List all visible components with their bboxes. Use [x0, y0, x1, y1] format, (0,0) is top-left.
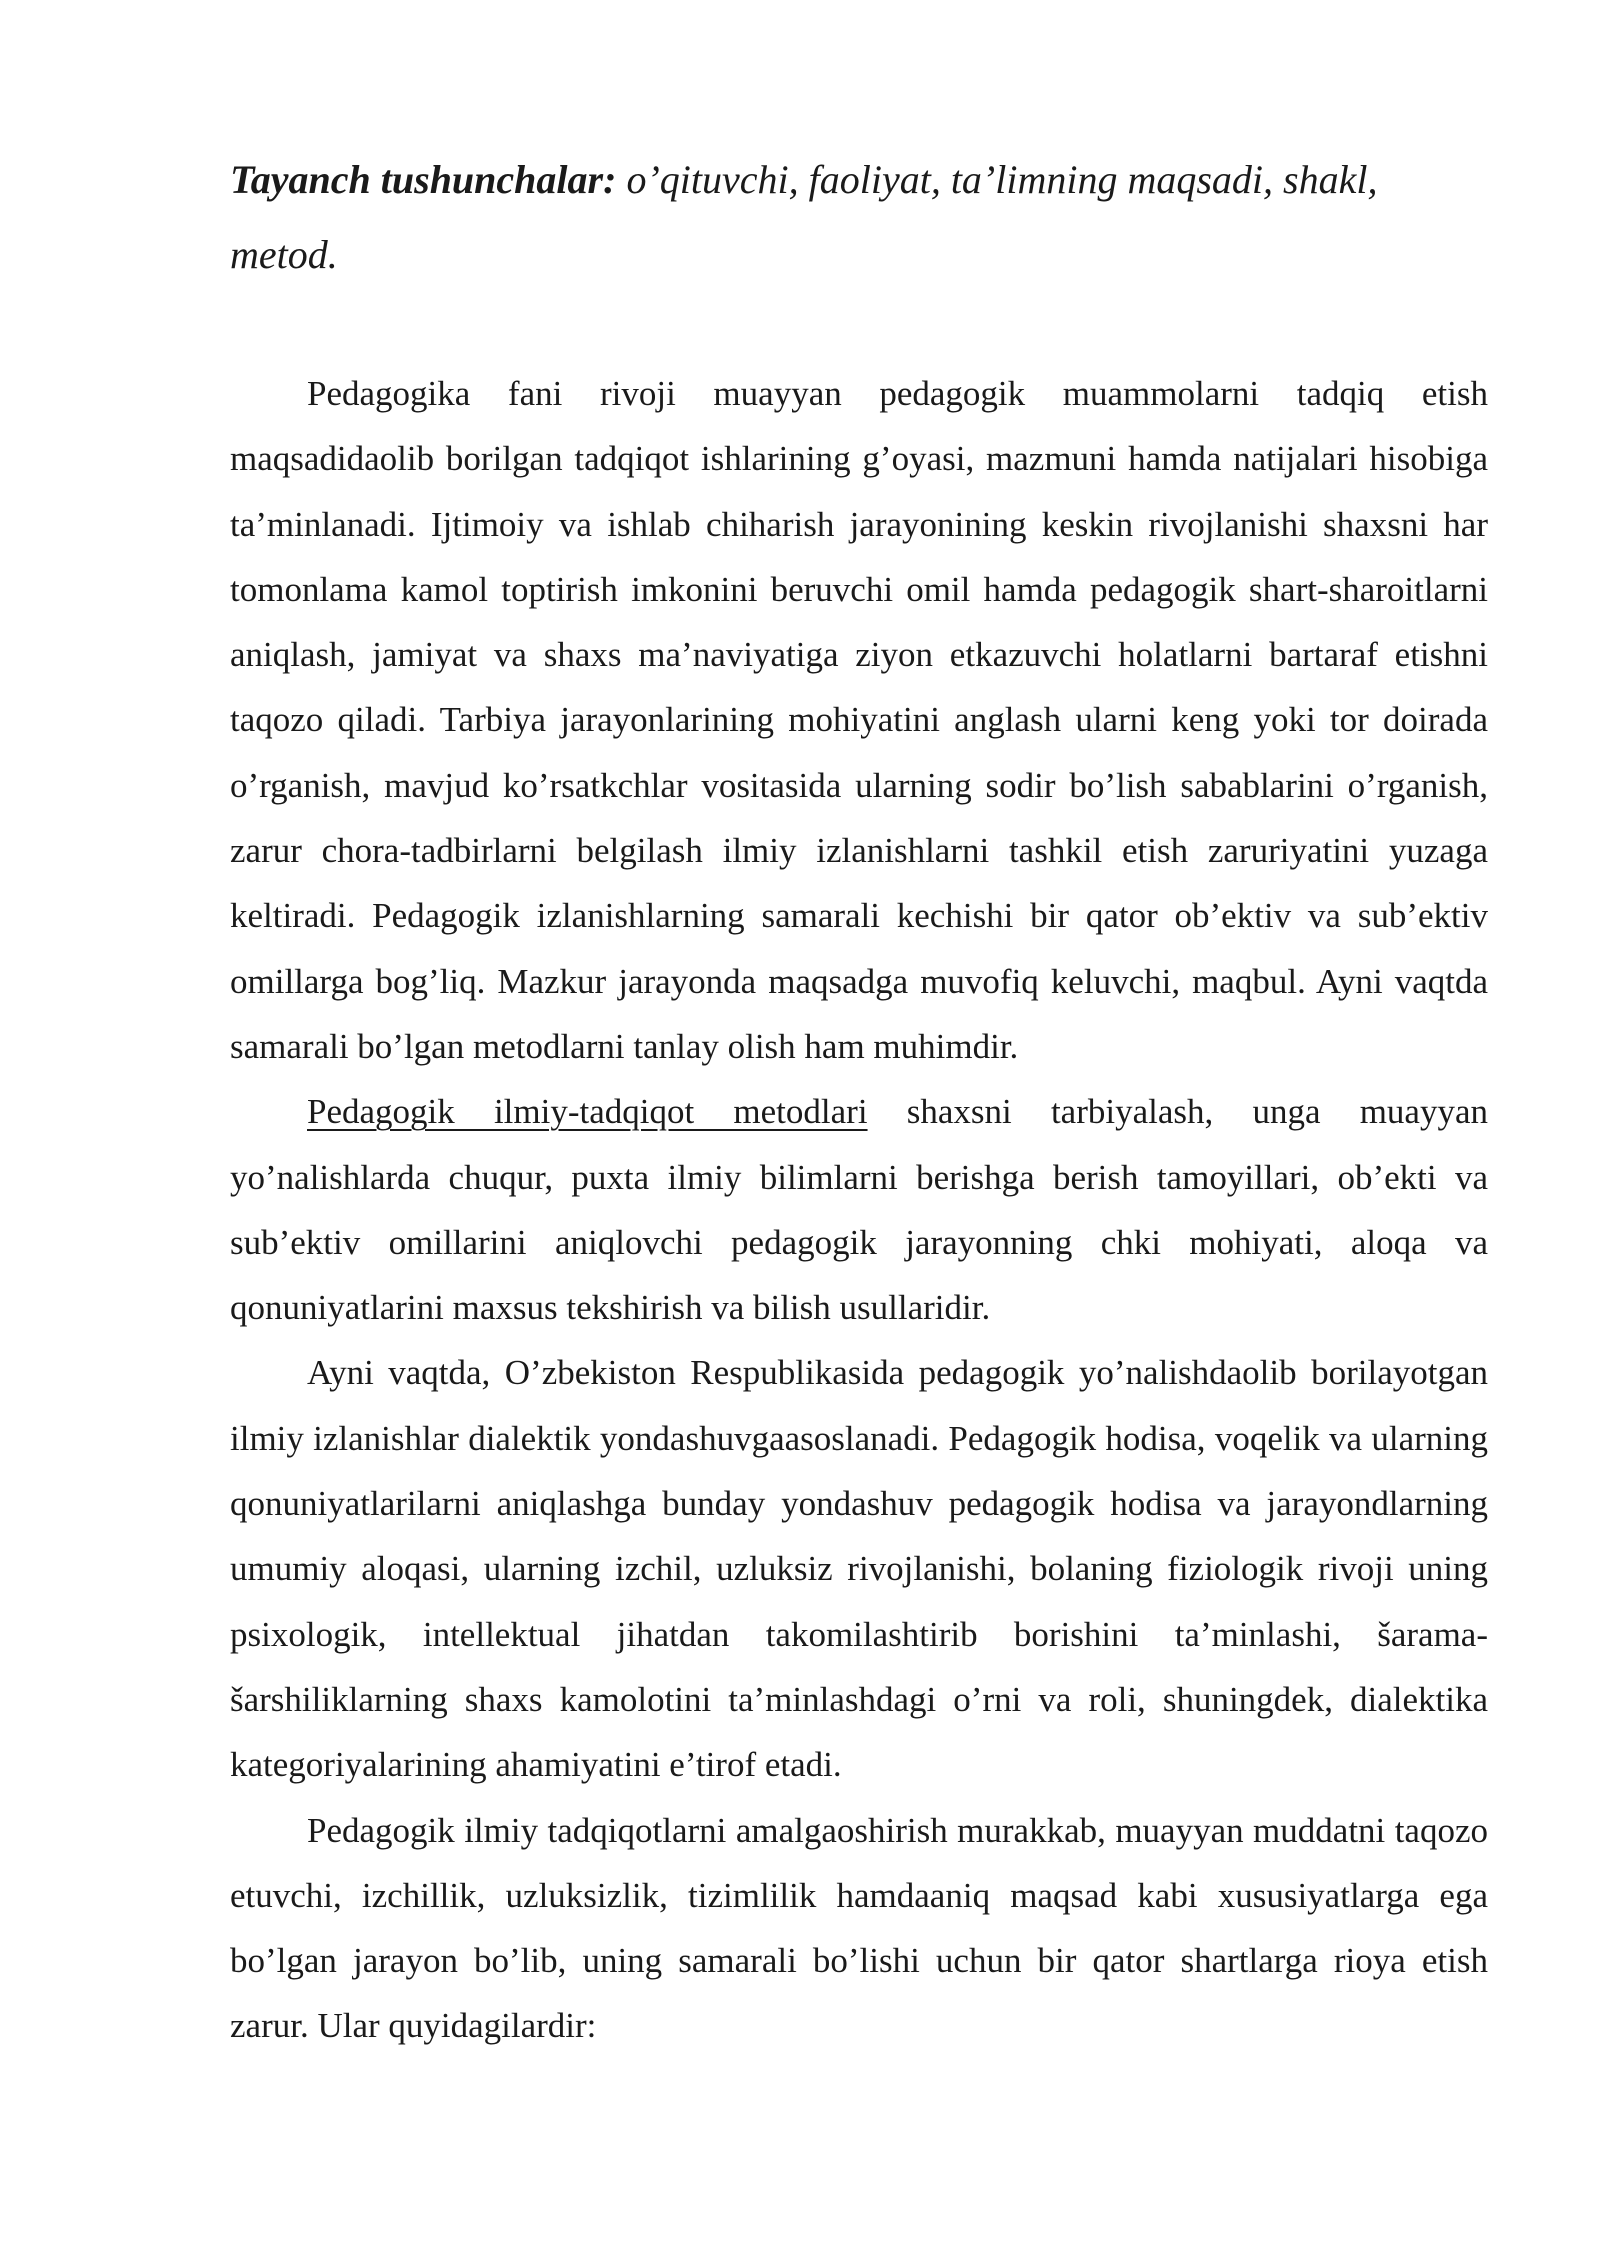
paragraph-3: Ayni vaqtda, O’zbekiston Respublikasida pedagogik yo’nalishdaolib borilayotgan ilmiy izlanishlar dialektik yondashuvgaasoslanadi. Pedagogik hodisa, voqelik va ularning qonuniyatlarilarni aniqlashga bunday yondashuv pedagogik hodisa va jarayondlarning umumiy aloqasi, ularning izchil, uzluksiz rivojlanishi, bolaning fiziologik rivoji uning psixologik, intellektual jihatdan takomilashtirib borishini ta’minlashi, šarama-šarshiliklarning shaxs kamolotini ta’minlashdagi o’rni va roli, shuningdek, dialektika kategoriyalarining ahamiyatini e’tirof etadi.	[230, 1353, 1488, 1785]
key-concepts-list: o’qituvchi, faoliyat, ta’limning maqsadi, shakl, metod.	[230, 157, 1378, 277]
key-concepts	[230, 142, 1488, 292]
body-text	[230, 361, 1488, 2059]
paragraph-1: Pedagogika fani rivoji muayyan pedagogik muammolarni tadqiq etish maqsadidaolib borilgan tadqiqot ishlarining g’oyasi, mazmuni hamda natijalari hisobiga ta’minlanadi. Ijtimoiy va ishlab chiharish jarayonining keskin rivojlanishi shaxsni har tomonlama kamol toptirish imkonini beruvchi omil hamda pedagogik shart-sharoitlarni aniqlash, jamiyat va shaxs ma’naviyatiga ziyon etkazuvchi holatlarni bartaraf etishni taqozo qiladi. Tarbiya jarayonlarining mohiyatini anglash ularni keng yoki tor doirada o’rganish, mavjud ko’rsatkchlar vositasida ularning sodir bo’lish sabablarini o’rganish, zarur chora-tadbirlarni belgilash ilmiy izlanishlarni tashkil etish zaruriyatini yuzaga keltiradi. Pedagogik izlanishlarning samarali kechishi bir qator ob’ektiv va sub’ektiv omillarga bog’liq. Mazkur jarayonda maqsadga muvofiq keluvchi, maqbul. Ayni vaqtda samarali bo’lgan metodlarni tanlay olish ham muhimdir.	[230, 374, 1488, 1066]
paragraph-4: Pedagogik ilmiy tadqiqotlarni amalgaoshirish murakkab, muayyan muddatni taqozo etuvchi, izchillik, uzluksizlik, tizimlilik hamdaaniq maqsad kabi xususiyatlarga ega bo’lgan jarayon bo’lib, uning samarali bo’lishi uchun bir qator shartlarga rioya etish zarur. Ular quyidagilardir:	[230, 1810, 1488, 2046]
paragraph-2-text: shaxsni tarbiyalash, unga muayyan yo’nalishlarda chuqur, puxta ilmiy bilimlarni berishga berish tamoyillari, ob’ekti va sub’ektiv omillarini aniqlovchi pedagogik jarayonning chki mohiyati, aloqa va qonuniyatlarini maxsus tekshirish va bilish usullaridir.	[230, 1092, 1488, 1328]
paragraph-2	[230, 1079, 1488, 1340]
underlined-term: Pedagogik ilmiy-tadqiqot metodlari	[307, 1092, 868, 1132]
key-concepts-label: Tayanch tushunchalar:	[230, 157, 617, 202]
page-content	[230, 142, 1488, 2059]
